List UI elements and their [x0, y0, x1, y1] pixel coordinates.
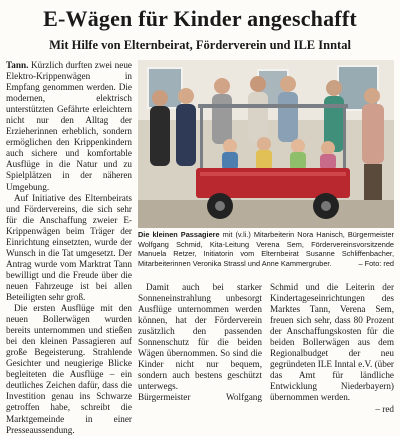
signature-right: Wolfgang	[226, 392, 262, 403]
photo-credit: – Foto: red	[358, 258, 394, 268]
article-column-middle	[138, 282, 262, 403]
caption-text: mit (v.li.) Mitarbeiterin Nora Hanisch, Bürgermeister Wolfgang Schmid, Kita-Leitung Verena Sem, Fördervereinsvorsitzende Manuela Retzer, Initiatorin vom Elternbeirat Susanne Schliffenbacher, Mitarbeiterinnen Veronika Strassl und Anne Kammergruber.	[138, 230, 394, 268]
article-photo	[138, 60, 394, 228]
article-column-left	[6, 60, 132, 435]
article-paragraph: Auf Initiative des Elternbeirats und Fördervereins, die sich sehr für die Anschaffung zweier E-Krippenwägen beim Träger der Einrichtung einsetzten, wurde der Wunsch in die Tat umgesetzt. Der Antrag wurde vom Marktrat Tann bewilligt und die Freude über die neuen Fahrzeuge ist bei allen Beteiligten sehr groß.	[6, 192, 132, 302]
paragraph-text: Kürzlich durften zwei neue Elektro-Krippenwägen in Empfang genommen werden. Die modernen, elektrisch unterstützten Gefährte erleichtern nicht nur den Alltag der Erzieherinnen erheblich, sondern ermöglichen den Krippenkindern auch sichere und komfortable Ausflüge in die Natur und zu Spielplätzen in der näheren Umgebung.	[6, 60, 132, 192]
article-column-right	[270, 282, 394, 414]
article-paragraph: Damit auch bei starker Sonneneinstrahlung unbesorgt Ausflüge unternommen werden können, hat der Förderverein zusätzlich den passenden Sonnenschutz für die beiden Wägen übernommen. So sind die Kinder nicht nur bequem, sondern auch bestens geschützt unterwegs.	[138, 282, 262, 392]
photo-illustration	[138, 60, 394, 228]
author-mark: – red	[375, 403, 394, 414]
signature-line	[138, 392, 262, 403]
article-paragraph: Die ersten Ausflüge mit den neuen Bollerwägen wurden bereits unternommen und stießen bei den kleinen Passagieren auf große Begeisterung. Strahlende Gesichter und neugierige Blicke begleiteten die Ausflüge – ein deutliches Zeichen dafür, dass die Investition genau ins Schwarze getroffen habe, schreibt die Marktgemeinde in einer Presseaussendung.	[6, 303, 132, 435]
photo-caption	[138, 230, 394, 268]
signature-left: Bürgermeister	[138, 392, 191, 403]
article-paragraph	[6, 60, 132, 193]
article-paragraph: Schmid und die Leiterin der Kindertageseinrichtungen des Marktes Tann, Verena Sem, freuen sich sehr, dass 80 Prozent der Anschaffungskosten für die beiden Bollerwägen aus dem Regionalbudget der neu gegründeten ILE Inntal e.V. (über das Amt für ländliche Entwicklung Niederbayern) übernommen werden.	[270, 282, 394, 403]
subheadline: Mit Hilfe von Elternbeirat, Förderverein und ILE Inntal	[49, 38, 351, 52]
caption-lead: Die kleinen Passagiere	[138, 230, 220, 239]
dateline: Tann.	[6, 60, 29, 70]
headline: E-Wägen für Kinder angeschafft	[43, 6, 357, 31]
